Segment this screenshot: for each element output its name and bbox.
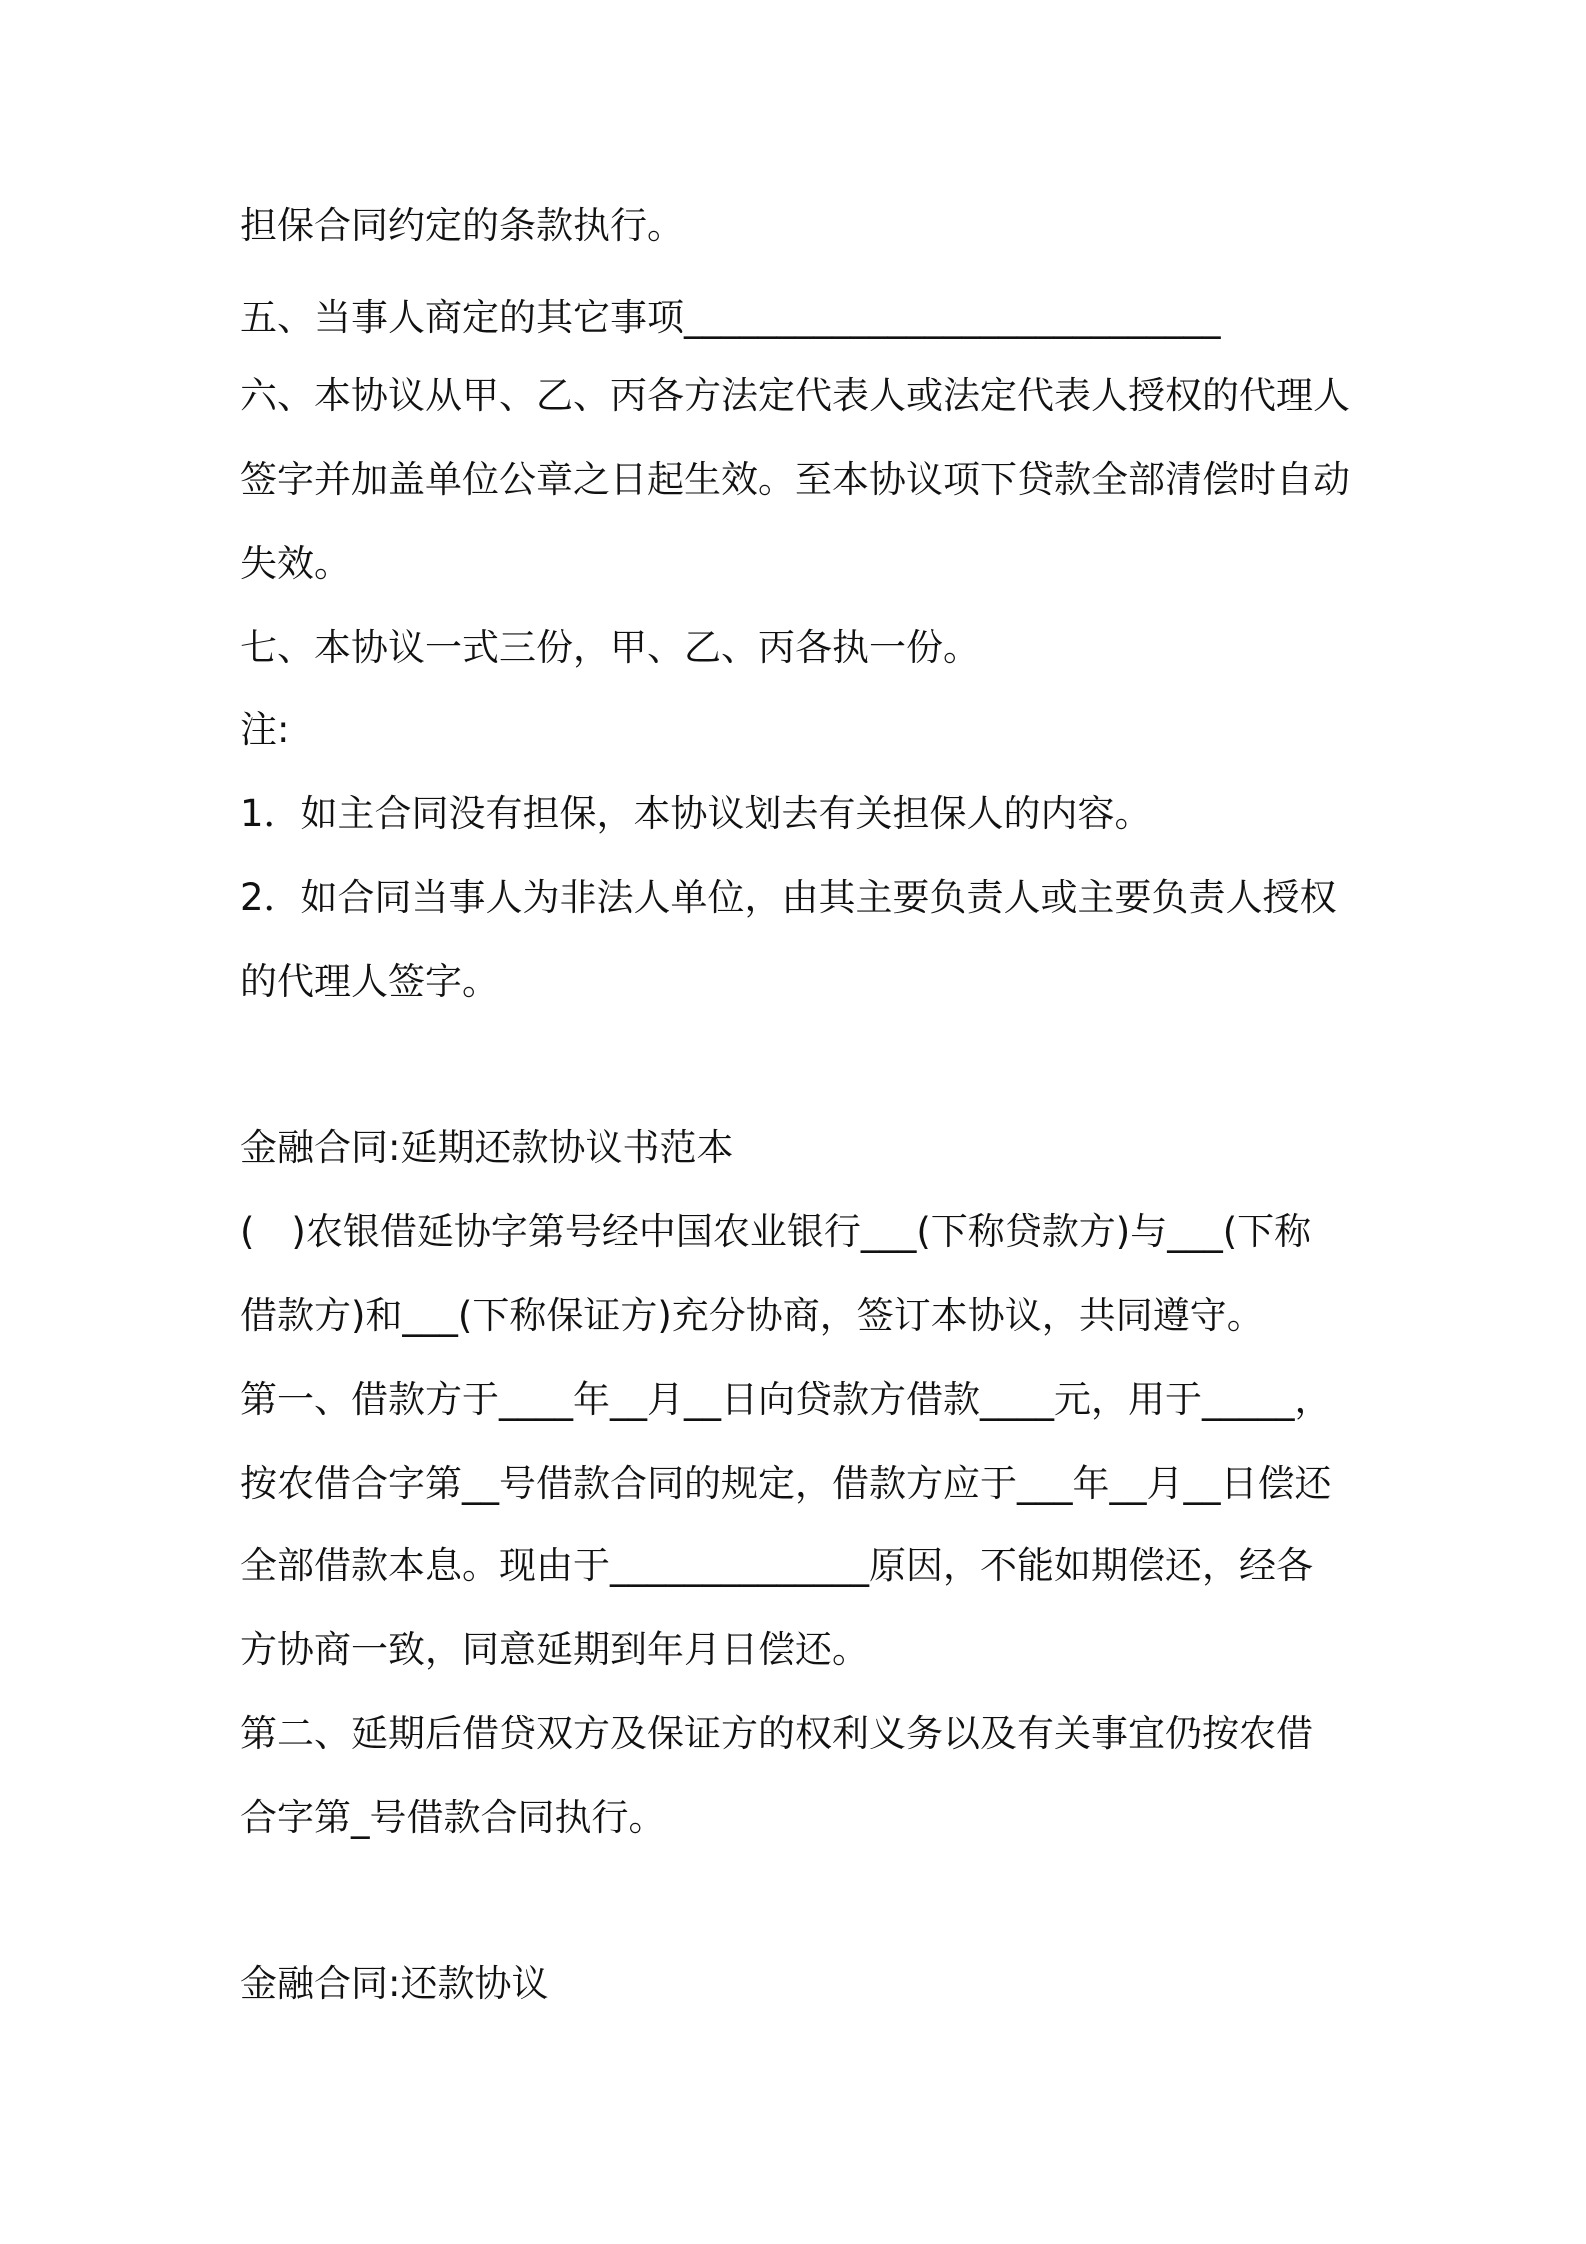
text-line: 借款方)和___(下称保证方)充分协商，签订本协议，共同遵守。: [240, 1294, 1264, 1337]
text-line: 合字第_号借款合同执行。: [240, 1796, 666, 1839]
note-item-2: 2．如合同当事人为非法人单位，由其主要负责人或主要负责人授权: [240, 876, 1337, 919]
section-five: 五、当事人商定的其它事项_____________________________: [240, 296, 1221, 339]
section-title: 金融合同:还款协议: [240, 1962, 549, 2005]
article-two: 第二、延期后借贷双方及保证方的权利义务以及有关事宜仍按农借: [240, 1712, 1313, 1755]
section-title: 金融合同:延期还款协议书范本: [240, 1126, 734, 1169]
text-line: 失效。: [240, 542, 351, 585]
note-item-1: 1．如主合同没有担保，本协议划去有关担保人的内容。: [240, 792, 1152, 835]
text-line: 签字并加盖单位公章之日起生效。至本协议项下贷款全部清偿时自动: [240, 458, 1350, 501]
section-six: 六、本协议从甲、乙、丙各方法定代表人或法定代表人授权的代理人: [240, 374, 1350, 417]
text-line: 的代理人签字。: [240, 960, 499, 1003]
article-one: 第一、借款方于____年__月__日向贷款方借款____元，用于_____，: [240, 1378, 1332, 1421]
text-line: ( )农银借延协字第号经中国农业银行___(下称贷款方)与___(下称: [240, 1210, 1312, 1253]
note-heading: 注:: [240, 708, 290, 751]
text-line: 方协商一致，同意延期到年月日偿还。: [240, 1628, 869, 1671]
section-seven: 七、本协议一式三份，甲、乙、丙各执一份。: [240, 626, 980, 669]
text-line: 全部借款本息。现由于______________原因，不能如期偿还，经各: [240, 1544, 1313, 1587]
text-line: 按农借合字第__号借款合同的规定，借款方应于___年__月__日偿还: [240, 1462, 1332, 1505]
text-line: 担保合同约定的条款执行。: [240, 204, 684, 247]
